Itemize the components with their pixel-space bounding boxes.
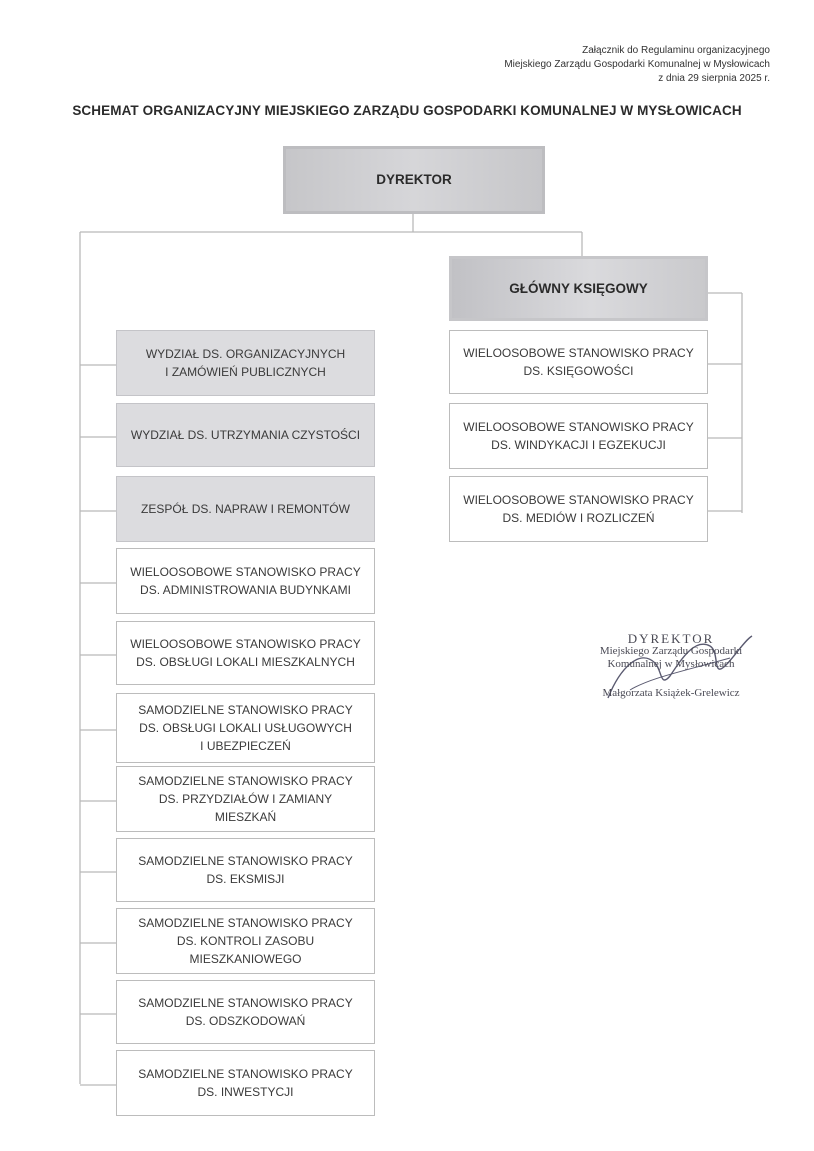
left-unit-label-line: SAMODZIELNE STANOWISKO PRACY <box>138 1067 353 1081</box>
right-unit-box <box>449 330 708 394</box>
left-unit-box <box>116 403 375 467</box>
left-unit-label-line: DS. INWESTYCJI <box>197 1085 294 1099</box>
left-unit-label-line: SAMODZIELNE STANOWISKO PRACY <box>138 854 353 868</box>
left-unit-label-line: SAMODZIELNE STANOWISKO PRACY <box>138 703 353 717</box>
left-unit-label-line: WIELOOSOBOWE STANOWISKO PRACY <box>130 565 361 579</box>
chief-accountant-box <box>449 256 708 321</box>
right-unit-box <box>449 476 708 542</box>
left-unit-label-line: DS. KONTROLI ZASOBU <box>176 934 315 948</box>
left-unit-label-line: WYDZIAŁ DS. UTRZYMANIA CZYSTOŚCI <box>130 428 361 442</box>
right-unit-label-line: WIELOOSOBOWE STANOWISKO PRACY <box>463 493 694 507</box>
left-unit-label-line: DS. OBSŁUGI LOKALI MIESZKALNYCH <box>136 655 355 669</box>
left-unit-box <box>116 548 375 614</box>
left-unit-box <box>116 766 375 832</box>
left-unit-box <box>116 621 375 685</box>
left-unit-label-line: I ZAMÓWIEŃ PUBLICZNYCH <box>165 365 326 379</box>
left-unit-box <box>116 980 375 1044</box>
chief-accountant-label: GŁÓWNY KSIĘGOWY <box>509 280 648 296</box>
right-unit-label-line: DS. KSIĘGOWOŚCI <box>523 364 634 378</box>
left-unit-label-line: SAMODZIELNE STANOWISKO PRACY <box>138 996 353 1010</box>
left-unit-box <box>116 838 375 902</box>
left-unit-box <box>116 330 375 396</box>
left-unit-label-line: WIELOOSOBOWE STANOWISKO PRACY <box>130 637 361 651</box>
left-unit-box <box>116 908 375 974</box>
stamp-signatory: Małgorzata Książek-Grelewicz <box>602 687 740 699</box>
attachment-note-line: Miejskiego Zarządu Gospodarki Komunalnej w Mysłowicach <box>504 59 770 70</box>
stamp-line: Miejskiego Zarządu Gospodarki <box>599 645 743 657</box>
left-unit-label-line: MIESZKAŃ <box>214 810 277 824</box>
left-unit-label-line: DS. EKSMISJI <box>206 872 285 886</box>
stamp-line: Komunalnej w Mysłowicach <box>607 658 735 670</box>
left-unit-label-line: SAMODZIELNE STANOWISKO PRACY <box>138 916 353 930</box>
right-unit-box <box>449 403 708 469</box>
left-unit-box <box>116 476 375 542</box>
attachment-note-line: Załącznik do Regulaminu organizacyjnego <box>582 45 770 56</box>
right-unit-label-line: DS. MEDIÓW I ROZLICZEŃ <box>502 511 655 525</box>
director-label: DYREKTOR <box>376 172 452 187</box>
director-box <box>283 146 545 214</box>
stamp-title: DYREKTOR <box>627 631 715 646</box>
left-unit-label-line: I UBEZPIECZEŃ <box>200 739 291 753</box>
left-unit-label-line: MIESZKANIOWEGO <box>189 952 302 966</box>
left-unit-label-line: WYDZIAŁ DS. ORGANIZACYJNYCH <box>145 347 346 361</box>
page-title: SCHEMAT ORGANIZACYJNY MIEJSKIEGO ZARZĄDU GOSPODARKI KOMUNALNEJ W MYSŁOWICACH <box>72 103 742 118</box>
director-stamp <box>576 632 766 700</box>
left-unit-box <box>116 1050 375 1116</box>
left-unit-label-line: SAMODZIELNE STANOWISKO PRACY <box>138 774 353 788</box>
left-unit-label-line: DS. ODSZKODOWAŃ <box>185 1014 306 1028</box>
right-unit-label-line: DS. WINDYKACJI I EGZEKUCJI <box>491 438 666 452</box>
right-unit-label-line: WIELOOSOBOWE STANOWISKO PRACY <box>463 346 694 360</box>
left-unit-box <box>116 693 375 763</box>
left-unit-label-line: DS. PRZYDZIAŁÓW I ZAMIANY <box>158 792 333 806</box>
left-unit-label-line: ZESPÓŁ DS. NAPRAW I REMONTÓW <box>141 502 350 516</box>
right-unit-label-line: WIELOOSOBOWE STANOWISKO PRACY <box>463 420 694 434</box>
attachment-note-line: z dnia 29 sierpnia 2025 r. <box>658 73 770 84</box>
left-unit-label-line: DS. OBSŁUGI LOKALI USŁUGOWYCH <box>139 721 352 735</box>
left-unit-label-line: DS. ADMINISTROWANIA BUDYNKAMI <box>140 583 351 597</box>
